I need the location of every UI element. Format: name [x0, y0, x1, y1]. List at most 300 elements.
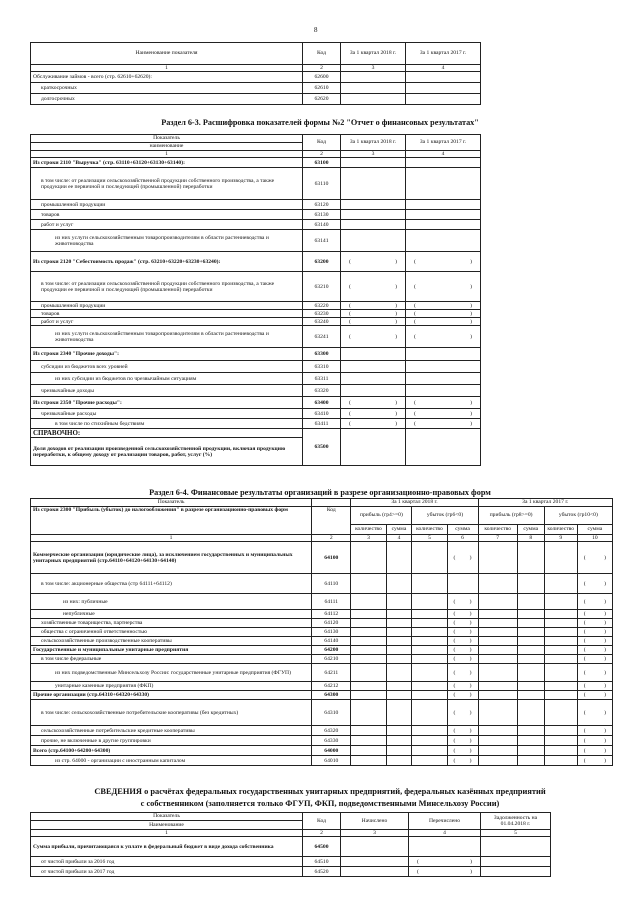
value-cell[interactable] — [544, 700, 577, 726]
value-cell[interactable] — [412, 542, 447, 574]
value-cell[interactable] — [517, 628, 544, 637]
value-cell[interactable] — [386, 637, 412, 646]
paren-close: ) — [469, 554, 472, 561]
info-table — [30, 812, 551, 877]
value-cell[interactable] — [577, 664, 612, 682]
col-number: 4 — [406, 151, 481, 158]
paren-open: ( — [583, 598, 586, 605]
row-name: Доля доходов от реализации произведенной сельскохозяйственной продукции, включая продукцию переработки, к общему доходу от реализации товаров, работ, услуг (%) — [31, 438, 303, 466]
value-cell[interactable] — [412, 700, 447, 726]
value-cell[interactable] — [341, 318, 406, 326]
value-cell[interactable] — [406, 419, 481, 429]
value-cell[interactable] — [351, 574, 386, 594]
row-name: от чистой прибыли за 2016 год — [31, 857, 303, 867]
value-cell[interactable] — [412, 594, 447, 610]
value-cell[interactable] — [544, 682, 577, 691]
value-cell[interactable] — [544, 646, 577, 655]
value-cell[interactable] — [577, 637, 612, 646]
header-profit-2018: прибыль (гр4>=0) — [351, 507, 412, 525]
value-cell[interactable] — [386, 646, 412, 655]
value-cell[interactable] — [351, 700, 386, 726]
paren-open: ( — [414, 410, 416, 417]
value-cell[interactable] — [386, 700, 412, 726]
row-code: 63310 — [303, 361, 341, 373]
value-cell[interactable] — [517, 700, 544, 726]
value-cell[interactable] — [577, 628, 612, 637]
value-cell[interactable] — [447, 619, 478, 628]
paren-open: ( — [453, 727, 456, 734]
row-code: 64300 — [312, 691, 351, 700]
paren-open: ( — [583, 554, 586, 561]
value-cell[interactable] — [447, 594, 478, 610]
value-cell[interactable] — [412, 736, 447, 746]
value-cell[interactable] — [341, 867, 409, 877]
paren-open: ( — [583, 638, 586, 645]
value-cell[interactable] — [341, 385, 406, 397]
value-cell[interactable] — [406, 72, 481, 83]
value-cell[interactable] — [341, 83, 406, 94]
value-cell[interactable] — [517, 736, 544, 746]
value-cell[interactable] — [351, 655, 386, 664]
paren-close: ) — [469, 647, 472, 654]
row-name: Обслуживание займов - всего (стр. 62610+62620): — [31, 72, 303, 83]
paren-close: ) — [470, 302, 472, 309]
value-cell[interactable] — [577, 726, 612, 736]
value-cell[interactable] — [341, 158, 406, 168]
row-code: 63120 — [303, 200, 341, 210]
row-code: 64210 — [312, 655, 351, 664]
value-cell[interactable] — [544, 542, 577, 574]
header-profit-2017: прибыль (гр8>=0) — [478, 507, 544, 525]
header-name: Из строки 2300 "Прибыль (убыток) до налогообложения" в разрезе организационно-правовых форм — [31, 507, 312, 535]
value-cell[interactable] — [351, 594, 386, 610]
value-cell[interactable] — [341, 409, 406, 419]
value-cell[interactable] — [351, 542, 386, 574]
value-cell[interactable] — [406, 83, 481, 94]
paren-open: ( — [453, 709, 456, 716]
value-cell[interactable] — [412, 628, 447, 637]
value-cell[interactable] — [406, 397, 481, 409]
value-cell[interactable] — [412, 574, 447, 594]
value-cell[interactable] — [386, 610, 412, 619]
row-name: Из строки 2120 "Себестоимость продаж" (стр. 63210+63220+63230+63240): — [31, 252, 303, 272]
value-cell[interactable] — [577, 619, 612, 628]
paren-open: ( — [453, 554, 456, 561]
value-cell[interactable] — [341, 419, 406, 429]
value-cell[interactable] — [577, 746, 612, 756]
value-cell[interactable] — [447, 664, 478, 682]
paren-close: ) — [470, 258, 472, 265]
row-name: Из строки 2110 "Выручка" (стр. 63110+63120+63130+63140): — [31, 158, 303, 168]
value-cell[interactable] — [517, 726, 544, 736]
value-cell[interactable] — [517, 619, 544, 628]
value-cell[interactable] — [544, 619, 577, 628]
paren-open: ( — [453, 747, 456, 754]
value-cell[interactable] — [406, 361, 481, 373]
value-cell[interactable] — [412, 646, 447, 655]
value-cell[interactable] — [406, 158, 481, 168]
value-cell[interactable] — [341, 373, 406, 385]
value-cell[interactable] — [478, 619, 517, 628]
value-cell[interactable] — [406, 230, 481, 252]
value-cell[interactable] — [341, 230, 406, 252]
value-cell[interactable] — [544, 637, 577, 646]
value-cell[interactable] — [341, 94, 406, 105]
paren-close: ) — [470, 318, 472, 325]
value-cell[interactable] — [517, 682, 544, 691]
value-cell[interactable] — [341, 200, 406, 210]
value-cell[interactable] — [406, 409, 481, 419]
value-cell[interactable] — [341, 252, 406, 272]
value-cell[interactable] — [544, 736, 577, 746]
paren-open: ( — [417, 868, 419, 875]
paren-close: ) — [469, 683, 472, 690]
row-code: 63320 — [303, 385, 341, 397]
value-cell[interactable] — [406, 373, 481, 385]
value-cell[interactable] — [386, 736, 412, 746]
value-cell[interactable] — [351, 746, 386, 756]
value-cell[interactable] — [386, 746, 412, 756]
value-cell[interactable] — [517, 691, 544, 700]
paren-close: ) — [604, 580, 606, 587]
value-cell[interactable] — [351, 726, 386, 736]
value-cell[interactable] — [544, 628, 577, 637]
value-cell[interactable] — [544, 756, 577, 766]
header-code: Код — [303, 43, 341, 65]
paren-close: ) — [470, 310, 472, 317]
value-cell[interactable] — [386, 726, 412, 736]
value-cell[interactable] — [447, 700, 478, 726]
value-cell[interactable] — [386, 574, 412, 594]
value-cell[interactable] — [351, 610, 386, 619]
value-cell[interactable] — [409, 867, 481, 877]
paren-open: ( — [417, 858, 419, 865]
paren-open: ( — [349, 399, 351, 406]
row-name: хозяйственные товарищества, партнерства — [31, 619, 312, 628]
paren-open: ( — [583, 683, 586, 690]
value-cell[interactable] — [577, 691, 612, 700]
paren-open: ( — [453, 638, 456, 645]
value-cell[interactable] — [577, 646, 612, 655]
row-name: непубличные — [31, 610, 312, 619]
value-cell[interactable] — [478, 726, 517, 736]
value-cell[interactable] — [386, 664, 412, 682]
header-sum: сумма — [447, 525, 478, 535]
value-cell[interactable] — [406, 210, 481, 220]
value-cell[interactable] — [481, 867, 551, 877]
value-cell[interactable] — [406, 252, 481, 272]
value-cell[interactable] — [386, 619, 412, 628]
paren-close: ) — [469, 629, 472, 636]
value-cell[interactable] — [341, 302, 406, 310]
value-cell[interactable] — [406, 272, 481, 302]
row-name: в том числе: сельскохозяйственные потребительские кооперативы (без кредитных) — [31, 700, 312, 726]
value-cell[interactable] — [406, 318, 481, 326]
table-row — [31, 72, 611, 83]
value-cell[interactable] — [341, 429, 406, 466]
value-cell[interactable] — [544, 655, 577, 664]
value-cell[interactable] — [406, 310, 481, 318]
value-cell[interactable] — [478, 664, 517, 682]
value-cell[interactable] — [577, 736, 612, 746]
value-cell[interactable] — [341, 168, 406, 200]
value-cell[interactable] — [412, 691, 447, 700]
paren-close: ) — [470, 410, 472, 417]
value-cell[interactable] — [409, 857, 481, 867]
paren-close: ) — [604, 709, 606, 716]
paren-close: ) — [604, 727, 606, 734]
value-cell[interactable] — [481, 837, 551, 857]
value-cell[interactable] — [478, 700, 517, 726]
value-cell[interactable] — [517, 655, 544, 664]
value-cell[interactable] — [386, 682, 412, 691]
paren-open: ( — [453, 647, 456, 654]
value-cell[interactable] — [412, 610, 447, 619]
paren-close: ) — [604, 647, 606, 654]
row-code: 64330 — [312, 736, 351, 746]
paren-close: ) — [395, 310, 397, 317]
value-cell[interactable] — [406, 326, 481, 348]
table-row — [31, 94, 611, 105]
paren-open: ( — [583, 737, 586, 744]
table-row — [31, 637, 613, 646]
value-cell[interactable] — [577, 594, 612, 610]
row-name: товаров — [31, 310, 303, 318]
paren-open: ( — [349, 318, 351, 325]
row-code: 63130 — [303, 210, 341, 220]
paren-open: ( — [583, 656, 586, 663]
value-cell[interactable] — [351, 619, 386, 628]
value-cell[interactable] — [351, 736, 386, 746]
header-code: Код — [312, 507, 351, 535]
value-cell[interactable] — [577, 655, 612, 664]
paren-close: ) — [604, 747, 606, 754]
paren-open: ( — [583, 709, 586, 716]
col-number: 9 — [544, 535, 577, 542]
value-cell[interactable] — [341, 210, 406, 220]
value-cell[interactable] — [544, 726, 577, 736]
row-name: Государственные и муниципальные унитарные предприятия — [31, 646, 312, 655]
value-cell[interactable] — [447, 726, 478, 736]
value-cell[interactable] — [406, 220, 481, 230]
row-name: промышленной продукции — [31, 200, 303, 210]
header-2017: За 1 квартал 2017 г. — [406, 135, 481, 151]
value-cell[interactable] — [406, 348, 481, 361]
value-cell[interactable] — [478, 682, 517, 691]
row-code: 62610 — [303, 83, 341, 94]
value-cell[interactable] — [412, 756, 447, 766]
value-cell[interactable] — [544, 691, 577, 700]
col-number: 1 — [31, 65, 303, 72]
value-cell[interactable] — [577, 700, 612, 726]
paren-close: ) — [469, 620, 472, 627]
value-cell[interactable] — [341, 326, 406, 348]
value-cell[interactable] — [577, 756, 612, 766]
row-name: из них подведомственные Минсельхозу России: государственные унитарные предприятия (ФГУП) — [31, 664, 312, 682]
value-cell[interactable] — [517, 574, 544, 594]
value-cell[interactable] — [447, 637, 478, 646]
row-code: 64510 — [303, 857, 341, 867]
row-code: 64212 — [312, 682, 351, 691]
value-cell[interactable] — [478, 746, 517, 756]
value-cell[interactable] — [386, 756, 412, 766]
value-cell[interactable] — [447, 610, 478, 619]
value-cell[interactable] — [544, 574, 577, 594]
header-count: количество — [544, 525, 577, 535]
row-name: в том числе: акционерные общества (стр 64111+64112) — [31, 574, 312, 594]
value-cell[interactable] — [544, 664, 577, 682]
value-cell[interactable] — [517, 594, 544, 610]
col-number: 2 — [312, 535, 351, 542]
paren-close: ) — [395, 410, 397, 417]
value-cell[interactable] — [351, 691, 386, 700]
row-name: краткосрочных — [31, 83, 303, 94]
value-cell[interactable] — [386, 691, 412, 700]
value-cell[interactable] — [517, 746, 544, 756]
value-cell[interactable] — [412, 637, 447, 646]
section-6-3-table — [30, 134, 481, 466]
paren-open: ( — [414, 283, 416, 290]
col-number: 3 — [351, 535, 386, 542]
value-cell[interactable] — [478, 574, 517, 594]
value-cell[interactable] — [481, 857, 551, 867]
value-cell[interactable] — [577, 682, 612, 691]
paren-open: ( — [349, 333, 351, 340]
value-cell[interactable] — [412, 655, 447, 664]
value-cell[interactable] — [447, 574, 478, 594]
paren-close: ) — [469, 709, 472, 716]
value-cell[interactable] — [517, 756, 544, 766]
value-cell[interactable] — [478, 655, 517, 664]
value-cell[interactable] — [544, 594, 577, 610]
table-row — [31, 756, 613, 766]
value-cell[interactable] — [412, 746, 447, 756]
value-cell[interactable] — [386, 594, 412, 610]
value-cell[interactable] — [406, 302, 481, 310]
value-cell[interactable] — [447, 646, 478, 655]
row-code: 62620 — [303, 94, 341, 105]
row-code: 63500 — [303, 429, 341, 466]
value-cell[interactable] — [577, 574, 612, 594]
paren-open: ( — [453, 683, 456, 690]
value-cell[interactable] — [351, 646, 386, 655]
value-cell[interactable] — [517, 610, 544, 619]
value-cell[interactable] — [351, 682, 386, 691]
value-cell[interactable] — [406, 94, 481, 105]
value-cell[interactable] — [412, 664, 447, 682]
table-row — [31, 619, 613, 628]
value-cell[interactable] — [351, 664, 386, 682]
value-cell[interactable] — [478, 610, 517, 619]
header-sum: сумма — [577, 525, 612, 535]
row-code: 63110 — [303, 168, 341, 200]
row-name: чрезвычайные расходы — [31, 409, 303, 419]
col-number: 1 — [31, 151, 303, 158]
value-cell[interactable] — [447, 628, 478, 637]
paren-close: ) — [469, 611, 472, 618]
value-cell[interactable] — [351, 628, 386, 637]
value-cell[interactable] — [341, 310, 406, 318]
page-number: 8 — [314, 26, 318, 34]
value-cell[interactable] — [478, 542, 517, 574]
value-cell[interactable] — [517, 646, 544, 655]
value-cell[interactable] — [341, 857, 409, 867]
value-cell[interactable] — [341, 397, 406, 409]
header-indicator: Показатель — [31, 499, 312, 507]
value-cell[interactable] — [478, 691, 517, 700]
value-cell[interactable] — [447, 746, 478, 756]
paren-open: ( — [453, 692, 456, 699]
value-cell[interactable] — [341, 272, 406, 302]
value-cell[interactable] — [517, 637, 544, 646]
value-cell[interactable] — [447, 736, 478, 746]
row-name: от чистой прибыли за 2017 год — [31, 867, 303, 877]
value-cell[interactable] — [406, 429, 481, 466]
row-code: 63400 — [303, 397, 341, 409]
value-cell[interactable] — [406, 385, 481, 397]
value-cell[interactable] — [517, 542, 544, 574]
value-cell[interactable] — [544, 610, 577, 619]
value-cell[interactable] — [517, 664, 544, 682]
value-cell[interactable] — [351, 756, 386, 766]
header-2018: За 1 квартал 2018 г. — [341, 135, 406, 151]
paren-close: ) — [604, 669, 606, 676]
value-cell[interactable] — [447, 756, 478, 766]
value-cell[interactable] — [478, 646, 517, 655]
col-number: 10 — [577, 535, 612, 542]
value-cell[interactable] — [341, 72, 406, 83]
row-code: 63100 — [303, 158, 341, 168]
value-cell[interactable] — [447, 682, 478, 691]
header-2017: За 1 квартал 2017 г. — [406, 43, 481, 65]
value-cell[interactable] — [478, 637, 517, 646]
row-name: Из строки 2340 "Прочие доходы": — [31, 348, 303, 361]
value-cell[interactable] — [412, 682, 447, 691]
value-cell[interactable] — [577, 610, 612, 619]
value-cell[interactable] — [478, 594, 517, 610]
value-cell[interactable] — [386, 628, 412, 637]
value-cell[interactable] — [447, 542, 478, 574]
row-name: из них: публичные — [31, 594, 312, 610]
value-cell[interactable] — [544, 746, 577, 756]
row-name: в том числе федеральные — [31, 655, 312, 664]
col-number: 4 — [409, 830, 481, 837]
value-cell[interactable] — [409, 837, 481, 857]
value-cell[interactable] — [447, 691, 478, 700]
value-cell[interactable] — [412, 726, 447, 736]
value-cell[interactable] — [341, 348, 406, 361]
value-cell[interactable] — [447, 655, 478, 664]
value-cell[interactable] — [341, 220, 406, 230]
value-cell[interactable] — [386, 542, 412, 574]
value-cell[interactable] — [478, 736, 517, 746]
info-title-line2: с собственником (заполняется только ФГУП, ФКП, подведомственными Минсельхозу России) — [140, 799, 500, 808]
value-cell[interactable] — [386, 655, 412, 664]
value-cell[interactable] — [341, 837, 409, 857]
paren-open: ( — [583, 669, 586, 676]
value-cell[interactable] — [351, 637, 386, 646]
paren-open: ( — [349, 258, 351, 265]
header-code: Код — [303, 813, 341, 830]
value-cell[interactable] — [478, 756, 517, 766]
value-cell[interactable] — [412, 619, 447, 628]
value-cell[interactable] — [478, 628, 517, 637]
value-cell[interactable] — [406, 200, 481, 210]
value-cell[interactable] — [577, 542, 612, 574]
value-cell[interactable] — [341, 361, 406, 373]
value-cell[interactable] — [406, 168, 481, 200]
table-row — [31, 542, 613, 574]
